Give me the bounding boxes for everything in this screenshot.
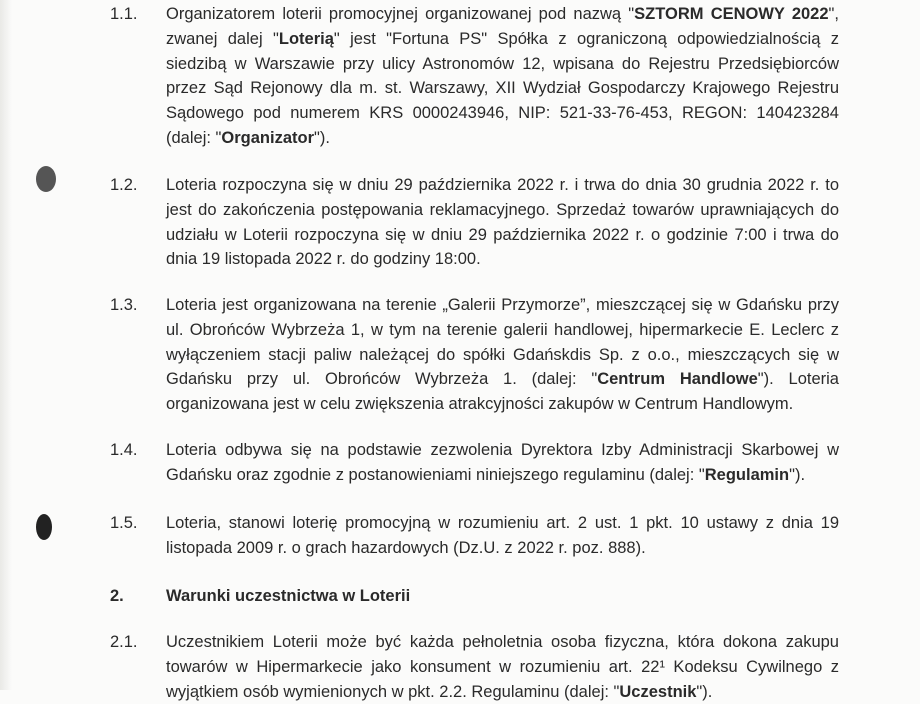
- section-text: [166, 293, 839, 417]
- heading-2-number: 2.: [110, 587, 124, 605]
- text-run: ").: [314, 128, 330, 147]
- defined-term: Loterią: [278, 29, 334, 48]
- text-run: Loteria, stanowi loterię promocyjną w rozumieniu art. 2 ust. 1 pkt. 10 ustawy z dnia 19 listopada 2009 r. o grach hazardowych (Dz.U. z 2022 r. poz. 888).: [166, 514, 839, 557]
- punch-hole-mark-upper: [36, 166, 56, 192]
- section-number: 1.3.: [110, 296, 138, 314]
- text-run: ").: [789, 465, 806, 484]
- text-run: Loteria jest organizowana na terenie „Galerii Przymorze”, mieszczącej się w Gdańsku przy ul. Obrońców Wybrzeża 1, w tym na terenie galerii handlowej, hipermarkecie E. Leclerc z wyłączeniem stacji paliw należącej do spółki Gdańskdis Sp. z o.o., mieszczących się w Gdańsku przy ul. Obrońców Wybrzeża 1. (dalej: ": [166, 296, 839, 389]
- section-text: [166, 630, 839, 704]
- section-number: 1.1.: [110, 5, 138, 23]
- text-run: Uczestnikiem Loterii może być każda pełnoletnia osoba fizyczna, która dokona zakupu towarów w Hipermarkecie jako konsument w rozumieniu art. 22¹ Kodeksu Cywilnego z wyjątkiem osób wymienionych w pkt. 2.2. Regulaminu (dalej: ": [166, 633, 839, 701]
- defined-term: Organizator: [221, 128, 314, 147]
- defined-term: Centrum Handlowe: [597, 370, 758, 389]
- text-run: " jest "Fortuna PS" Spółka z ograniczoną odpowiedzialnością z siedzibą w Warszawie przy ulicy Astronomów 12, wpisana do Rejestru Przedsiębiorców przez Sąd Rejonowy dla m. st. Warszawy, XII Wydział Gospodarczy Krajowego Rejestru Sądowego pod numerem KRS 0000243946, NIP: 521-33-76-453, REGON: 140423284 (dalej: ": [166, 29, 839, 147]
- text-run: ").: [696, 682, 713, 701]
- heading-2-title: Warunki uczestnictwa w Loterii: [166, 587, 411, 605]
- section-number: 2.1.: [110, 633, 138, 651]
- section-text: [166, 173, 839, 272]
- text-run: Organizatorem loterii promocyjnej organizowanej pod nazwą ": [166, 5, 635, 23]
- section-number: 1.4.: [110, 441, 138, 459]
- defined-term: Uczestnik: [619, 682, 697, 701]
- text-run: Loteria odbywa się na podstawie zezwolenia Dyrektora Izby Administracji Skarbowej w Gdańsku oraz zgodnie z postanowieniami niniejszego regulaminu (dalej: ": [166, 441, 839, 484]
- section-text: [166, 438, 839, 488]
- section-number: 1.5.: [110, 514, 138, 532]
- section-number: 1.2.: [110, 176, 138, 194]
- section-text: [166, 511, 839, 561]
- text-run: "). Loteria organizowana jest w celu zwiększenia atrakcyjności zakupów w Centrum Handlowym.: [166, 370, 839, 414]
- punch-hole-mark-lower: [36, 514, 52, 540]
- section-text: [166, 2, 839, 151]
- scan-page-edge-shadow: [0, 0, 12, 690]
- text-run: Loteria rozpoczyna się w dniu 29 października 2022 r. i trwa do dnia 30 grudnia 2022 r. to jest do zakończenia postępowania reklamacyjnego. Sprzedaż towarów uprawniających do udziału w Loterii rozpoczyna się w dniu 29 października 2022 r. o godzinie 7:00 i trwa do dnia 19 listopada 2022 r. do godziny 18:00.: [166, 176, 839, 269]
- loteria-name: SZTORM CENOWY 2022: [634, 5, 829, 23]
- text-run: ", zwanej dalej ": [166, 5, 839, 48]
- defined-term: Regulamin: [704, 465, 790, 484]
